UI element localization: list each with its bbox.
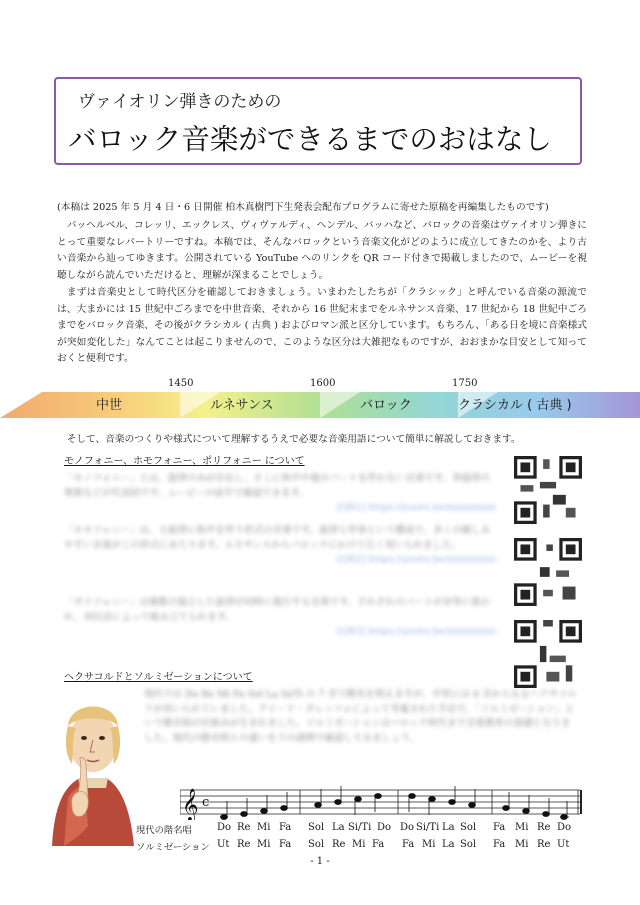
modern-syllable: Re bbox=[237, 822, 251, 833]
modern-syllable: Si/Ti bbox=[348, 822, 372, 833]
modern-syllable: Do bbox=[400, 822, 415, 833]
solmization-syllable: Re bbox=[237, 839, 251, 850]
guido-portrait-illustration bbox=[50, 686, 136, 850]
blurred-text-block-3: 「ポリフォニー」は複数の独立した旋律が同時に進行する音楽です。それぞれのパートが対等に扱われ、対位法によって組み立てられます。 [QR3] https://youtu.be/xxxxxxxxx bbox=[64, 597, 496, 637]
paragraph-3: そして、音楽のつくりや様式について理解するうえで必要な音楽用語について簡単に解説しておきます。 bbox=[66, 434, 521, 445]
era-classical: クラシカル ( 古典 ) bbox=[458, 398, 572, 413]
page-number: - 1 - bbox=[310, 856, 330, 867]
modern-syllable: Fa bbox=[279, 822, 292, 833]
blurred-text-block-1: 「モノフォニー」とは、旋律のみが存在し、そこに和声や他のパートを伴わない音楽です。単旋律の聖歌などが代表的です。ムービーの前半で確認できます。 [QR1] https://youtu.be/xxxxxxxxx bbox=[64, 473, 496, 513]
modern-syllable: Fa bbox=[493, 822, 506, 833]
intro-paragraph-1: パッヘルベル、コレッリ、エックレス、ヴィヴァルディ、ヘンデル、バッハなど、バロックの音楽はヴァイオリン弾きにとって重要なレパートリーですね。本稿では、そんなバロックという音楽文化がどのように成立してきたのかを、より古い音楽から辿ってゆきます。公開されている YouTube へのリンクを QR コード付きで掲載しましたので、ムービーを視聴しながら読んでいただけると、理解が深まることでしょう。 bbox=[57, 220, 587, 281]
blurred-text-block-4: 現代では Do Re Mi Fa Sol La Si/Ti の 7 音で階名を唱えますが、中世には 6 音からなるヘクサコルドが用いられていました。グイード・ダレッツォによって考案された手法で、「ソルミゼーション」という階名唱の仕組みが生まれました。ソルミゼーションはバロック時代まで音楽教育の基礎となりました。現代の階名唱との違いを下の譜例で確認してみましょう。 bbox=[144, 689, 577, 744]
solmization-syllable: Ut bbox=[217, 839, 230, 850]
modern-syllable: La bbox=[332, 822, 345, 833]
era-timeline bbox=[0, 378, 640, 418]
modern-syllable: Sol bbox=[460, 822, 477, 833]
era-baroque: バロック bbox=[360, 398, 412, 413]
solmization-syllable: Re bbox=[537, 839, 551, 850]
qr-code-1[interactable] bbox=[514, 456, 582, 524]
modern-syllable: Sol bbox=[308, 822, 325, 833]
solmization-syllable: Fa bbox=[493, 839, 506, 850]
intro-note: (本稿は 2025 年 5 月 4 日・6 日開催 柏木真樹門下生発表会配布プログラムに寄せた原稿を再編集したものです) bbox=[57, 202, 549, 213]
intro-paragraph-2: まずは音楽史として時代区分を確認しておきましょう。いまわたしたちが「クラシック」と呼んでいる音楽の源流では、大まかには 15 世紀中ごろまでを中世音楽、それから 16 世紀末までをルネサンス音楽、17 世紀から 18 世紀中ごろまでをバロック音楽、その後がクラシカル ( 古典 ) およびロマン派と区分しています。もちろん、「ある日を境に音楽様式が突如変化した」なんてことは起こりませんので、このような区分は大雑把なものですが、おおまかな目安として知っておくと便利です。 bbox=[57, 287, 587, 365]
solmization-syllable: Ut bbox=[557, 839, 570, 850]
modern-syllable: Mi bbox=[257, 822, 271, 833]
solmization-syllable: Mi bbox=[257, 839, 271, 850]
modern-syllable: Si/Ti bbox=[416, 822, 440, 833]
solmization-syllable: Fa bbox=[402, 839, 415, 850]
svg-text:𝄞: 𝄞 bbox=[182, 788, 199, 820]
year-1600: 1600 bbox=[310, 378, 336, 389]
modern-syllable: Do bbox=[557, 822, 572, 833]
solmization-syllable: Mi bbox=[422, 839, 436, 850]
qr-code-3[interactable] bbox=[514, 620, 582, 688]
blurred-text-block-2: 「ホモフォニー」は、主旋律に和声を伴う形式の音楽です。旋律と伴奏という構成で、多くの親しみやすい音楽がこの形式にあたります。ルネサンスからバロックにかけて広く用いられました。 [QR2] https://youtu.be/xxxxxxxxx bbox=[64, 525, 496, 565]
page-title: バロック音楽ができるまでのおはなし bbox=[68, 123, 552, 156]
modern-syllable: Re bbox=[537, 822, 551, 833]
modern-syllable: Do bbox=[377, 822, 392, 833]
solmization-syllable: Sol bbox=[308, 839, 325, 850]
solmization-syllable: Mi bbox=[352, 839, 366, 850]
era-medieval: 中世 bbox=[96, 398, 123, 413]
title-box bbox=[54, 77, 582, 165]
year-1750: 1750 bbox=[452, 378, 478, 389]
modern-syllable: Do bbox=[217, 822, 232, 833]
svg-text:c: c bbox=[202, 795, 210, 810]
era-renaissance: ルネサンス bbox=[210, 398, 274, 413]
section-title-polyphony: モノフォニー、ホモフォニー、ポリフォニー について bbox=[64, 456, 305, 467]
qr-code-2[interactable] bbox=[514, 538, 582, 606]
year-1450: 1450 bbox=[168, 378, 194, 389]
solmization-syllable: Fa bbox=[372, 839, 385, 850]
solmization-syllable: La bbox=[442, 839, 455, 850]
modern-syllable: La bbox=[442, 822, 455, 833]
modern-solfege-label: 現代の階名唱 bbox=[136, 825, 192, 836]
music-staff bbox=[180, 784, 582, 820]
solmization-label: ソルミゼーション bbox=[136, 842, 210, 853]
solmization-syllable: Re bbox=[332, 839, 346, 850]
solmization-syllable: Mi bbox=[515, 839, 529, 850]
solmization-syllable: Sol bbox=[460, 839, 477, 850]
solmization-syllable: Fa bbox=[279, 839, 292, 850]
subtitle: ヴァイオリン弾きのための bbox=[78, 92, 282, 112]
section-title-hexachord: ヘクサコルドとソルミゼーションについて bbox=[64, 672, 253, 683]
modern-syllable: Mi bbox=[515, 822, 529, 833]
